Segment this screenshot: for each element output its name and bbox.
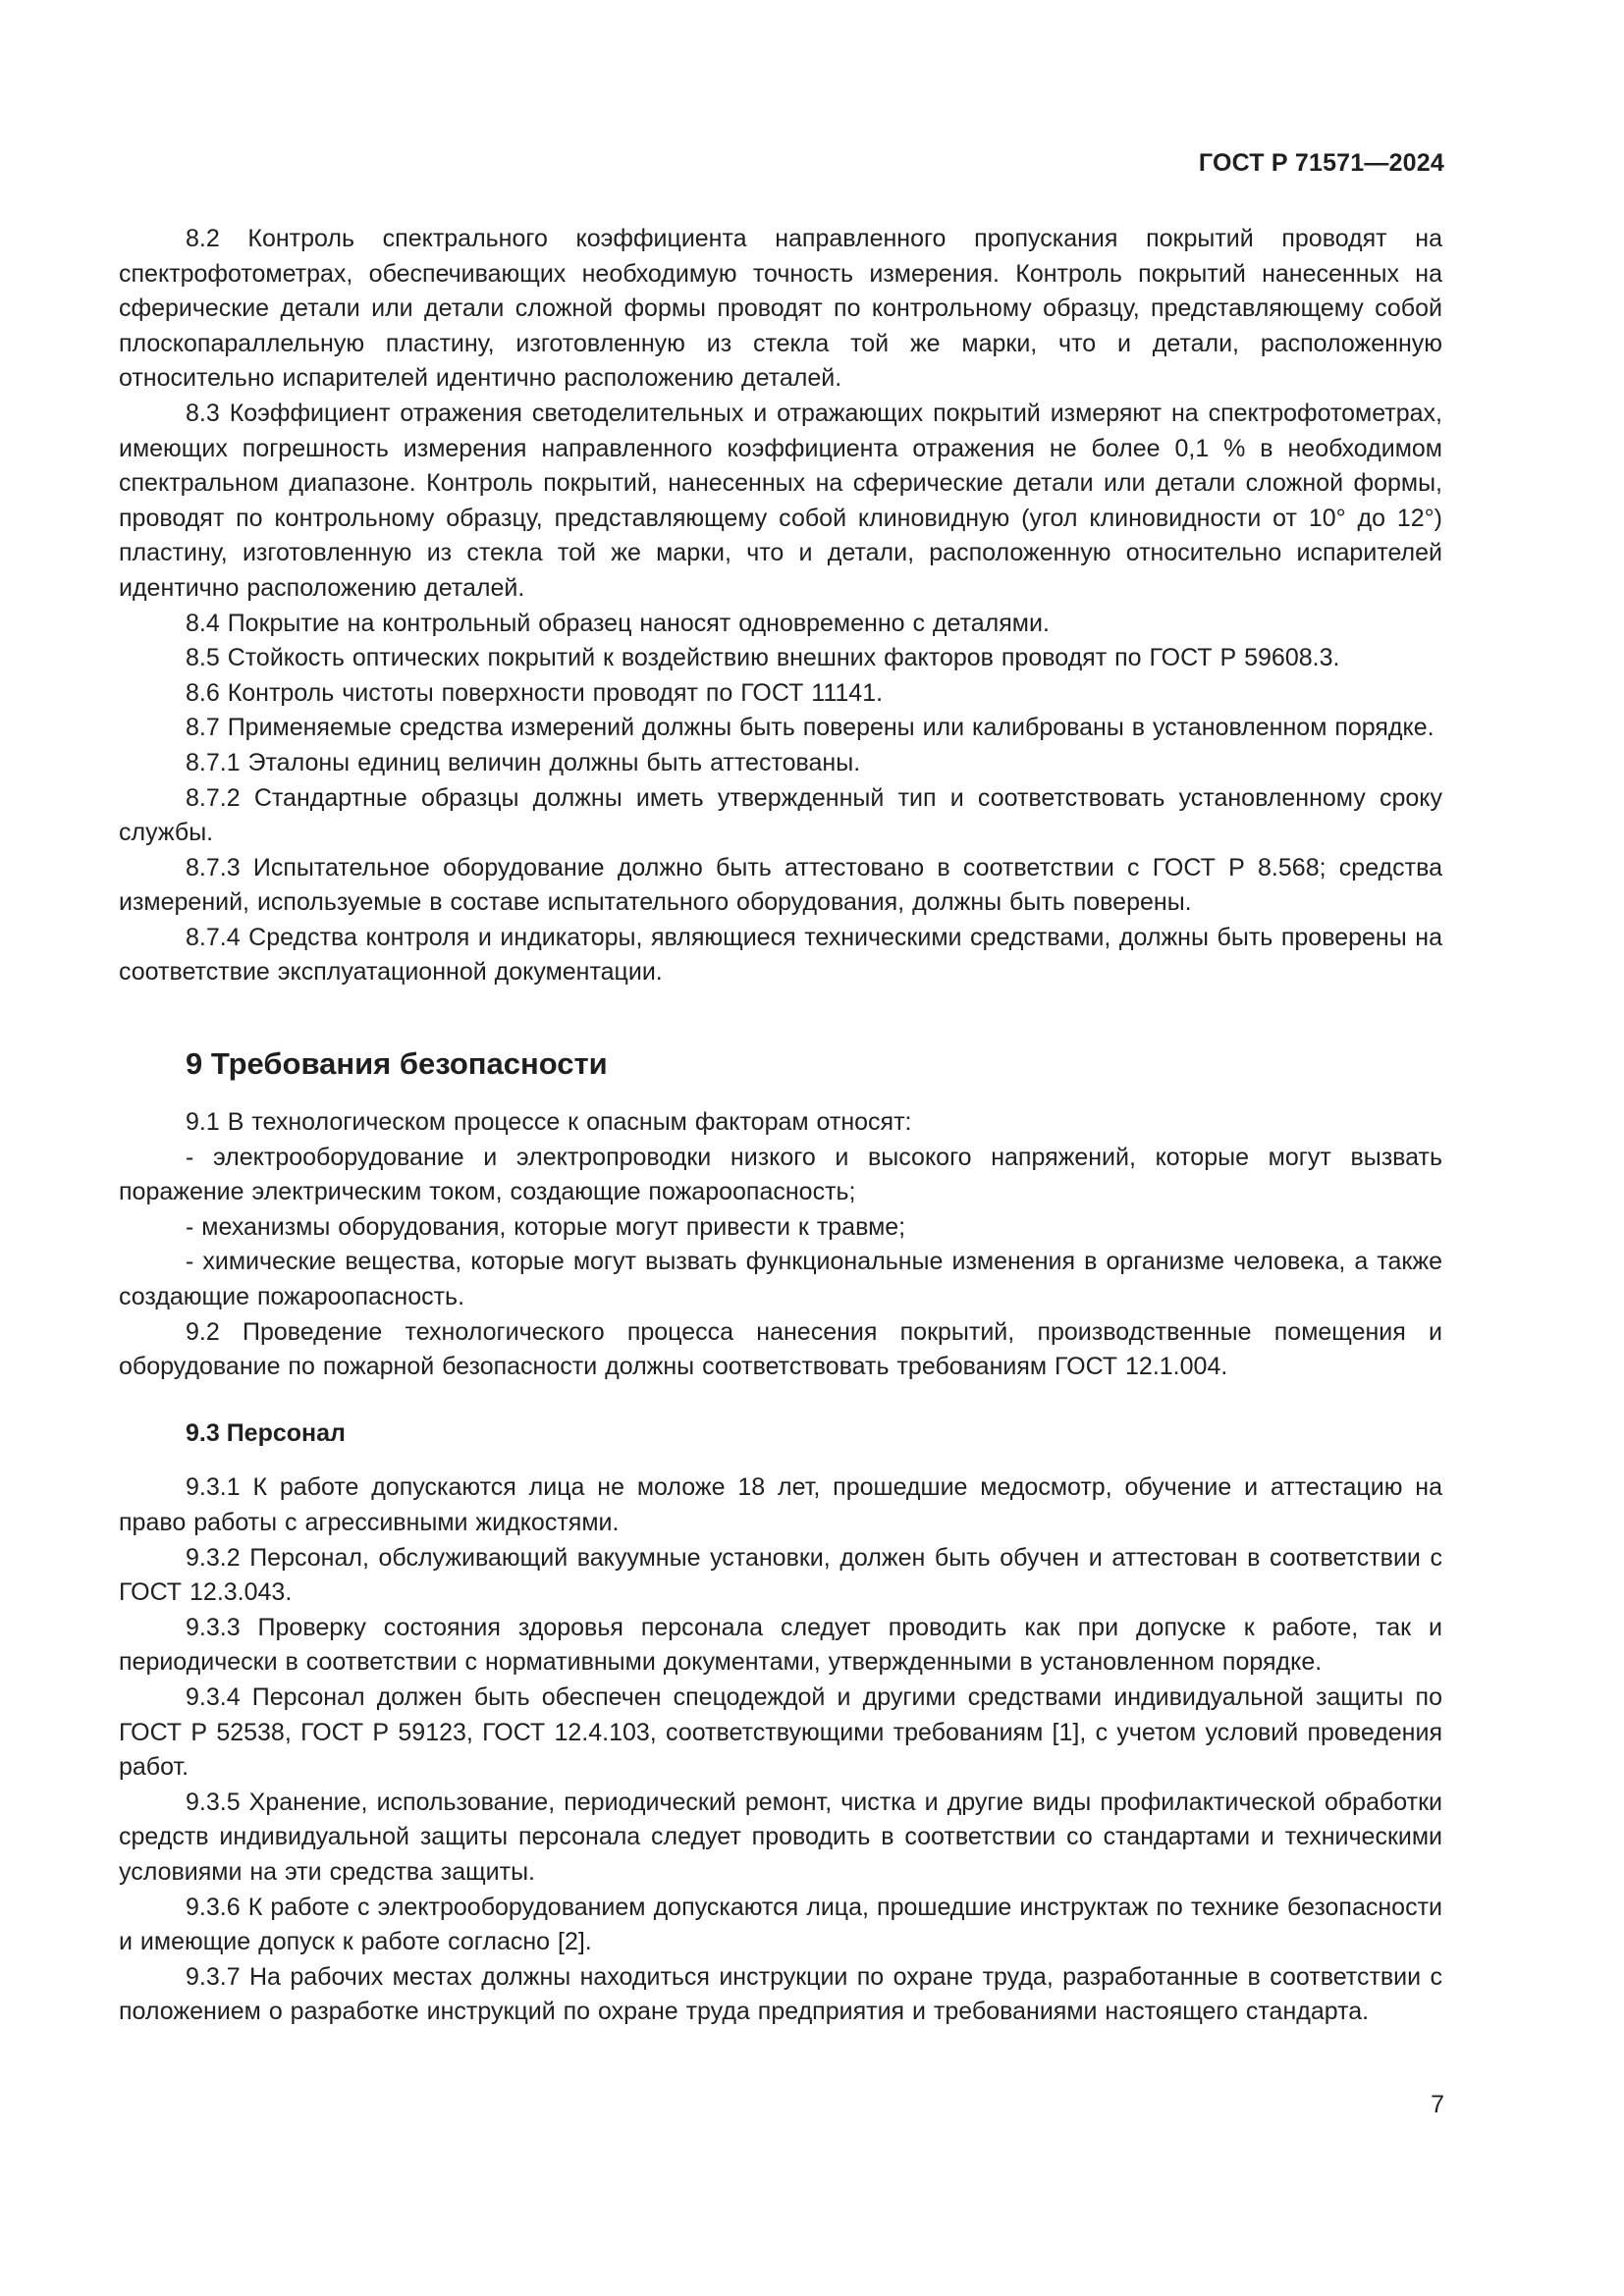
section-9-3 [119, 1416, 1442, 2030]
paragraph-8-6: 8.6 Контроль чистоты поверхности проводят по ГОСТ 11141. [186, 678, 884, 707]
paragraph-9-3-6: 9.3.6 К работе с электрооборудованием допускаются лица, прошедшие инструктаж по технике безопасности и имеющие допуск к работе согласно [2]. [119, 1893, 1442, 1956]
paragraph-8-4: 8.4 Покрытие на контрольный образец наносят одновременно с деталями. [186, 609, 1050, 637]
paragraph-9-3-4: 9.3.4 Персонал должен быть обеспечен спецодеждой и другими средствами индивидуальной защиты по ГОСТ Р 52538, ГОСТ Р 59123, ГОСТ 12.4.103, соответствующими требованиям [1], с учетом условий проведения работ. [119, 1682, 1442, 1782]
paragraph-8-3: 8.3 Коэффициент отражения светоделительных и отражающих покрытий измеряют на спектрофотометрах, имеющих погрешность измерения направленного коэффициента отражения не более 0,1 % в необходимом спектральном диапазоне. Контроль покрытий, нанесенных на сферические детали или детали сложной формы, проводят по контрольному образцу, представляющему собой клиновидную (угол клиновидности от 10° до 12°) пластину, изготовленную из стекла той же марки, что и детали, расположенную относительно испарителей идентично расположению деталей. [119, 399, 1442, 602]
page-number: 7 [1431, 2091, 1444, 2118]
document-body [119, 222, 1442, 2030]
paragraph-9-3-7: 9.3.7 На рабочих местах должны находиться инструкции по охране труда, разработанные в соответствии с положением о разработке инструкций по охране труда предприятия и требованиями настоящего стандарта. [119, 1962, 1442, 2026]
paragraph-8-2: 8.2 Контроль спектрального коэффициента направленного пропускания покрытий проводят на спектрофотометрах, обеспечивающих необходимую точность измерения. Контроль покрытий нанесенных на сферические детали или детали сложной формы проводят по контрольному образцу, представляющему собой плоскопараллельную пластину, изготовленную из стекла той же марки, что и детали, расположенную относительно испарителей идентично расположению деталей. [119, 225, 1442, 393]
paragraph-8-7: 8.7 Применяемые средства измерений должны быть поверены или калиброваны в установленном порядке. [186, 714, 1435, 742]
list-item-mechanisms: - механизмы оборудования, которые могут привести к травме; [186, 1212, 906, 1241]
paragraph-8-5: 8.5 Стойкость оптических покрытий к воздействию внешних факторов проводят по ГОСТ Р 59608.3. [186, 644, 1340, 672]
paragraph-9-3-5: 9.3.5 Хранение, использование, периодический ремонт, чистка и другие виды профилактической обработки средств индивидуальной защиты персонала следует проводить в соответствии со стандартами и техническими условиями на эти средства защиты. [119, 1788, 1442, 1886]
paragraph-9-3-1: 9.3.1 К работе допускаются лица не моложе 18 лет, прошедшие медосмотр, обучение и аттестацию на право работы с агрессивными жидкостями. [119, 1473, 1442, 1536]
standard-designation: ГОСТ Р 71571—2024 [1198, 149, 1444, 177]
section-8-continued [119, 222, 1442, 990]
section-9-title: 9 Требования безопасности [186, 1046, 608, 1082]
paragraph-9-3-2: 9.3.2 Персонал, обслуживающий вакуумные установки, должен быть обучен и аттестован в соответствии с ГОСТ 12.3.043. [119, 1543, 1442, 1607]
paragraph-9-3-3: 9.3.3 Проверку состояния здоровья персонала следует проводить как при допуске к работе, так и периодически в соответствии с нормативными документами, утвержденными в установленном порядке. [119, 1613, 1442, 1677]
section-9-3-title: 9.3 Персонал [186, 1418, 346, 1447]
paragraph-8-7-2: 8.7.2 Стандартные образцы должны иметь утвержденный тип и соответствовать установленному сроку службы. [119, 783, 1442, 847]
list-item-chemicals: - химические вещества, которые могут вызвать функциональные изменения в организме человека, а также создающие пожароопасность. [119, 1248, 1442, 1311]
list-item-electrical: - электрооборудование и электропроводки низкого и высокого напряжений, которые могут вызвать поражение электрическим током, создающие пожароопасность; [119, 1143, 1442, 1206]
section-9 [119, 1044, 1442, 1385]
paragraph-9-2: 9.2 Проведение технологического процесса нанесения покрытий, производственные помещения и оборудование по пожарной безопасности должны соответствовать требованиям ГОСТ 12.1.004. [119, 1317, 1442, 1381]
paragraph-8-7-4: 8.7.4 Средства контроля и индикаторы, являющиеся техническими средствами, должны быть проверены на соответствие эксплуатационной документации. [119, 923, 1442, 987]
paragraph-8-7-1: 8.7.1 Эталоны единиц величин должны быть аттестованы. [186, 748, 861, 776]
paragraph-8-7-3: 8.7.3 Испытательное оборудование должно быть аттестовано в соответствии с ГОСТ Р 8.568; средства измерений, используемые в составе испытательного оборудования, должны быть поверены. [119, 853, 1442, 917]
paragraph-9-1: 9.1 В технологическом процессе к опасным факторам относят: [186, 1108, 912, 1137]
